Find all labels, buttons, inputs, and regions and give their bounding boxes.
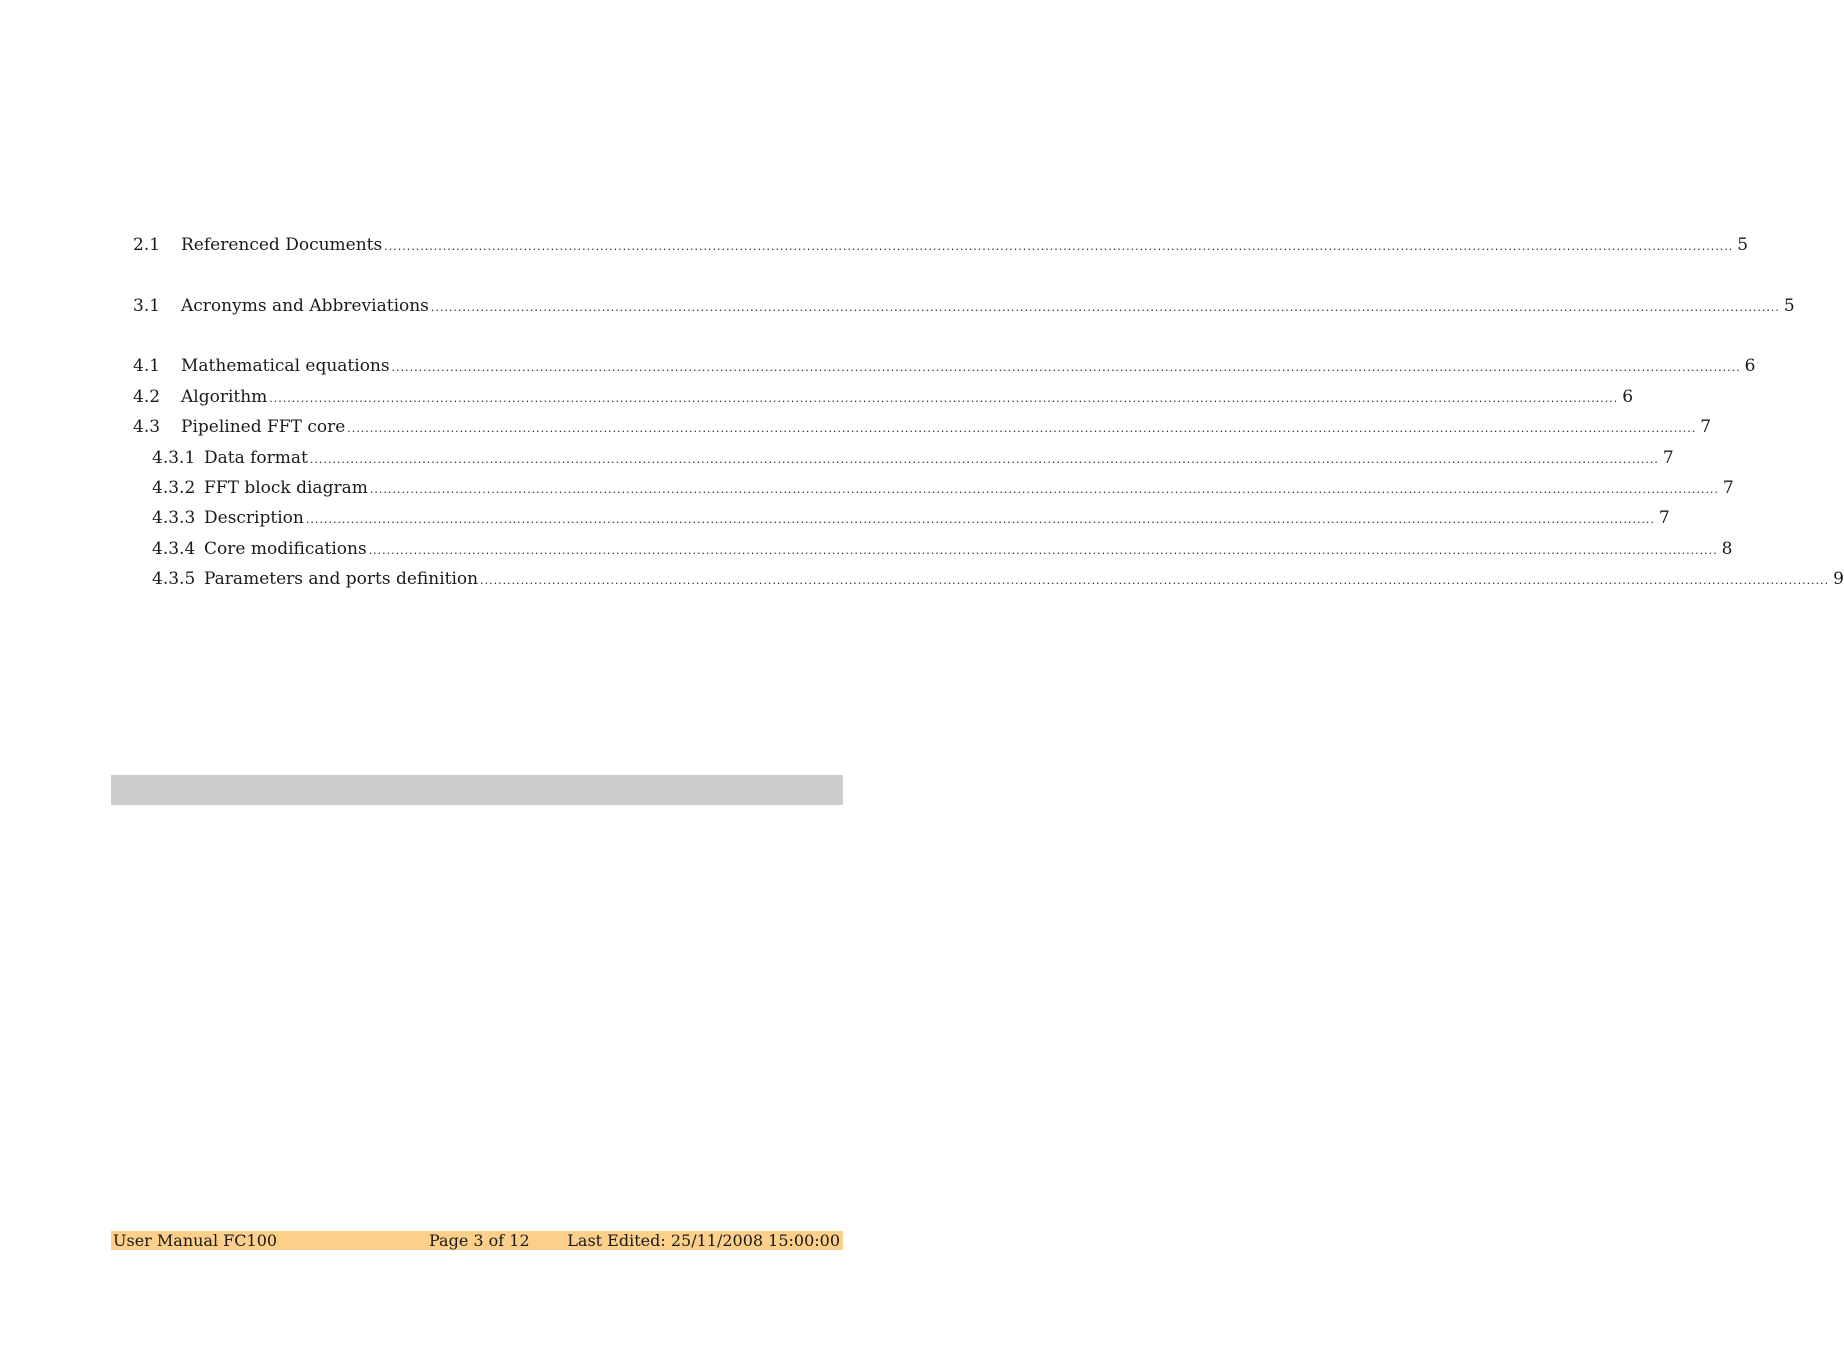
toc-entry-title: Referenced Documents xyxy=(181,235,383,255)
toc-entry[interactable] xyxy=(133,355,1756,377)
toc-entry-page: 8 xyxy=(1721,539,1733,559)
toc-entry[interactable] xyxy=(133,386,1634,408)
toc-leader-dots: ............................................................................................................................................................................................................................................................................................................ xyxy=(368,544,1718,557)
toc-entry-title: FFT block diagram xyxy=(204,478,368,498)
toc-entry[interactable] xyxy=(133,416,1712,438)
toc-subentry[interactable] xyxy=(152,568,1844,590)
toc-entry-number: 4.1 xyxy=(133,356,161,376)
toc-leader-dots: ............................................................................................................................................................................................................................................................................................................ xyxy=(309,453,1659,466)
toc-leader-dots: ............................................................................................................................................................................................................................................................................................................ xyxy=(369,483,1719,496)
toc-entry-number: 4.3.1 xyxy=(152,448,196,468)
toc-entry-number: 3.1 xyxy=(133,296,161,316)
toc-entry-page: 7 xyxy=(1658,508,1670,528)
toc-entry-title: Acronyms and Abbreviations xyxy=(181,296,429,316)
toc-entry-title: Data format xyxy=(204,448,308,468)
toc-entry-page: 5 xyxy=(1737,235,1749,255)
toc-subentry[interactable] xyxy=(152,507,1670,529)
section-heading-band xyxy=(111,775,843,805)
toc-entry-number: 2.1 xyxy=(133,235,161,255)
toc-leader-dots: ............................................................................................................................................................................................................................................................................................................ xyxy=(430,301,1780,314)
toc-entry-number: 4.3.2 xyxy=(152,478,196,498)
toc-entry-page: 5 xyxy=(1783,296,1795,316)
footer-document-title: User Manual FC100 xyxy=(113,1231,278,1250)
toc-entry[interactable] xyxy=(133,234,1749,256)
toc-entry-page: 7 xyxy=(1722,478,1734,498)
footer-last-edited: Last Edited: 25/11/2008 15:00:00 xyxy=(567,1231,840,1250)
toc-entry-number: 4.2 xyxy=(133,387,161,407)
toc-entry-page: 6 xyxy=(1622,387,1634,407)
toc-subentry[interactable] xyxy=(152,447,1674,469)
toc-subentry[interactable] xyxy=(152,477,1734,499)
toc-entry-title: Pipelined FFT core xyxy=(181,417,346,437)
toc-entry-page: 7 xyxy=(1662,448,1674,468)
toc-entry-page: 7 xyxy=(1700,417,1712,437)
toc-entry-title: Parameters and ports definition xyxy=(204,569,479,589)
toc-leader-dots: ............................................................................................................................................................................................................................................................................................................ xyxy=(384,240,1734,253)
toc-entry-title: Mathematical equations xyxy=(181,356,390,376)
footer-page-number: Page 3 of 12 xyxy=(429,1231,530,1250)
toc-entry-number: 4.3 xyxy=(133,417,161,437)
toc-leader-dots: ............................................................................................................................................................................................................................................................................................................ xyxy=(269,392,1619,405)
toc-subentry[interactable] xyxy=(152,538,1733,560)
toc-leader-dots: ............................................................................................................................................................................................................................................................................................................ xyxy=(347,422,1697,435)
toc-entry-title: Core modifications xyxy=(204,539,367,559)
toc-entry-number: 4.3.3 xyxy=(152,508,196,528)
page-footer xyxy=(111,1231,843,1250)
toc-entry-title: Description xyxy=(204,508,304,528)
toc-entry-title: Algorithm xyxy=(181,387,268,407)
toc-entry-number: 4.3.5 xyxy=(152,569,196,589)
toc-entry-page: 6 xyxy=(1744,356,1756,376)
toc-leader-dots: ............................................................................................................................................................................................................................................................................................................ xyxy=(391,361,1741,374)
toc-leader-dots: ............................................................................................................................................................................................................................................................................................................ xyxy=(480,574,1830,587)
toc-entry[interactable] xyxy=(133,295,1795,317)
toc-entry-page: 9 xyxy=(1833,569,1844,589)
toc-entry-number: 4.3.4 xyxy=(152,539,196,559)
toc-leader-dots: ............................................................................................................................................................................................................................................................................................................ xyxy=(305,513,1655,526)
